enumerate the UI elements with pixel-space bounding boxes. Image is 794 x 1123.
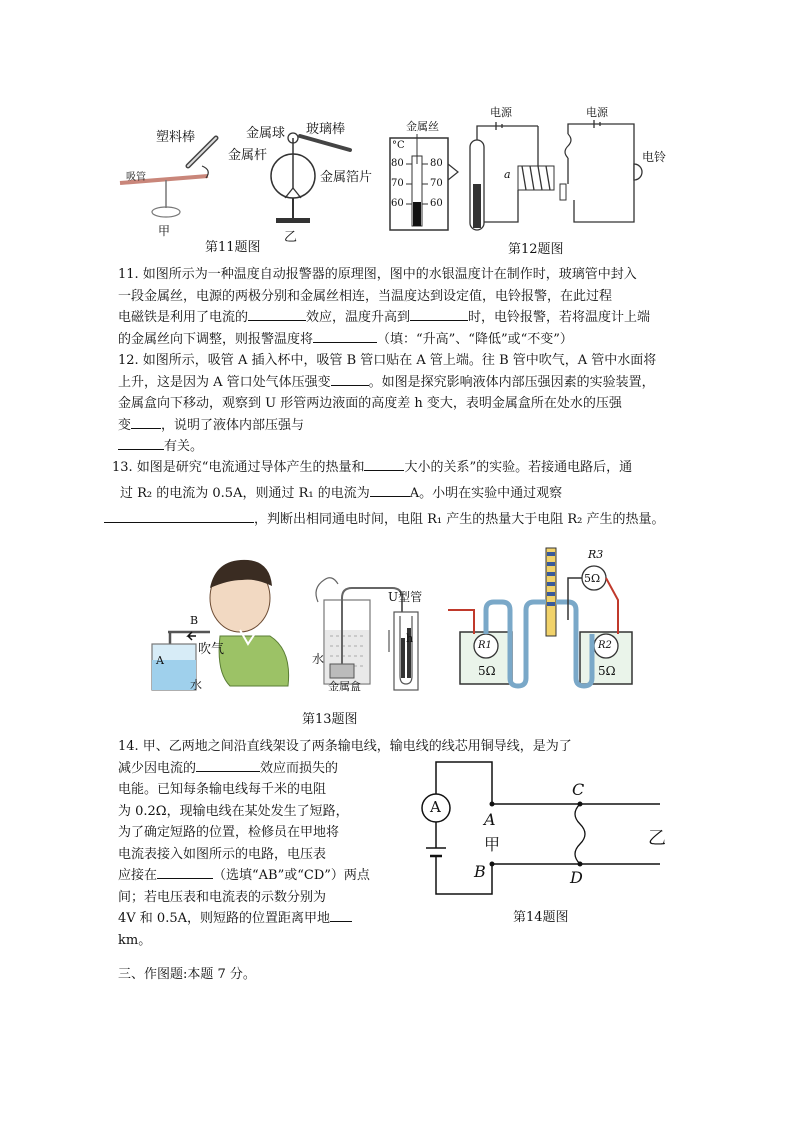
q12-line-5: 有关。 [118, 436, 688, 458]
fig14-B-label: B [474, 862, 486, 881]
fig12-bell-label: 电铃 [642, 150, 667, 164]
question-14 [118, 758, 408, 952]
q12-blank-1[interactable] [331, 372, 369, 386]
fig13-r3-label: R3 [588, 548, 604, 561]
fig13-r3-value: 5Ω [584, 572, 601, 585]
q14-blank-2[interactable] [157, 865, 213, 879]
q11-line-4: 的金属丝向下调整，则报警温度将 （填：“升高”、“降低”或“不变”） [118, 329, 688, 351]
fig12-metal-wire-label: 金属丝 [406, 120, 439, 133]
q14-line-10: km。 [118, 932, 152, 948]
q14-blank-3[interactable] [330, 908, 352, 922]
fig14-yi-label: 乙 [648, 828, 666, 849]
q14-blank-1[interactable] [196, 758, 260, 772]
fig12-t70-left: 70 [391, 178, 404, 189]
fig12-power2-label: 电源 [586, 106, 608, 119]
q13-line-2: 过 R₂ 的电流为 0.5A，则通过 R₁ 的电流为 A。小明在实验中通过观察 [112, 481, 692, 507]
fig12-t80-left: 80 [391, 158, 404, 169]
q14-line-5: 为了确定短路的位置，检修员在甲地将 [118, 825, 340, 840]
q11-blank-2[interactable] [410, 307, 468, 321]
fig11-plastic-rod-label: 塑料棒 [156, 130, 196, 145]
fig13-b-label: B [190, 614, 199, 627]
figure-12 [388, 104, 688, 240]
q11-blank-1[interactable] [248, 307, 306, 321]
fig12-a-label: a [504, 168, 511, 181]
question-12 [118, 350, 688, 458]
figure-13 [148, 540, 683, 700]
q13-blank-3[interactable] [104, 509, 254, 523]
fig14-ammeter-label: A [430, 798, 441, 816]
fig11-metal-foil-label: 金属箔片 [320, 170, 373, 185]
fig12-celsius-label: °C [392, 140, 405, 151]
q12-line-2: 上升，这是因为 A 管口处气体压强变 。如图是探究影响液体内部压强因素的实验装置， [118, 372, 688, 394]
q11-line-2: 一段金属丝，电源的两极分别和金属丝相连，当温度达到设定值，电铃报警，在此过程 [118, 288, 613, 304]
fig13-h-label: h [406, 632, 414, 645]
question-13 [112, 455, 692, 533]
q12-line-4: 变 ，说明了液体内部压强与 [118, 415, 688, 437]
fig13-metal-box-label: 金属盒 [328, 680, 361, 693]
fig13-r1-label: R1 [478, 640, 492, 651]
q12-blank-2[interactable] [131, 415, 161, 429]
section-3-heading: 三、作图题:本题 7 分。 [118, 967, 256, 982]
figure-12-caption: 第12题图 [508, 242, 564, 257]
q14-line-4: 为 0.2Ω，现输电线在某处发生了短路， [118, 803, 349, 819]
fig13-a-label: A [156, 654, 164, 667]
fig11-metal-rod-label: 金属杆 [228, 148, 268, 163]
question-11 [118, 264, 688, 350]
q12-line-1: 12. 如图所示，吸管 A 插入杯中，吸管 B 管口贴在 A 管上端。往 B 管中吹气，A 管中水面将 [118, 353, 657, 368]
fig12-t80-right: 80 [430, 158, 443, 169]
figure-14-caption: 第14题图 [513, 910, 569, 925]
q14-line-1: 14. 甲、乙两地之间沿直线架设了两条输电线，输电线的线芯用铜导线，是为了 [118, 739, 572, 754]
fig11-yi-label: 乙 [284, 230, 298, 245]
q13-line-3: ，判断出相同通电时间，电阻 R₁ 产生的热量大于电阻 R₂ 产生的热量。 [104, 507, 692, 533]
q11-line-1: 11. 如图所示为一种温度自动报警器的原理图，图中的水银温度计在制作时，玻璃管中封入 [118, 267, 637, 282]
fig14-C-label: C [572, 780, 585, 799]
fig12-t60-right: 60 [430, 198, 443, 209]
fig13-r2-label: R2 [598, 640, 612, 651]
q13-blank-1[interactable] [364, 457, 404, 471]
fig13-r1-value: 5Ω [478, 664, 496, 678]
q14-line-7: 应接在 （选填“AB”或“CD”）两点 [118, 865, 408, 887]
fig14-A-label: A [484, 810, 496, 829]
q11-blank-3[interactable] [313, 329, 377, 343]
q13-blank-2[interactable] [370, 483, 410, 497]
fig12-t70-right: 70 [430, 178, 443, 189]
figure-14 [412, 758, 682, 898]
q14-line-6: 电流表接入如图所示的电路，电压表 [118, 846, 327, 862]
fig12-t60-left: 60 [391, 198, 404, 209]
fig13-r2-value: 5Ω [598, 664, 616, 678]
fig13-u-tube-label: U型管 [388, 590, 423, 604]
q11-line-3: 电磁铁是利用了电流的 效应，温度升高到 时，电铃报警，若将温度计上端 [118, 307, 688, 329]
q14-line-2: 减少因电流的 效应而损失的 [118, 758, 408, 780]
q13-line-1: 13. 如图是研究“电流通过导体产生的热量和 大小的关系”的实验。若接通电路后，通 [112, 455, 692, 481]
q12-line-3: 金属盒向下移动，观察到 U 形管两边液面的高度差 h 变大，表明金属盒所在处水的压强 [118, 396, 622, 411]
fig12-power1-label: 电源 [490, 106, 512, 119]
fig13-blow-label: 吹气 [198, 642, 225, 657]
fig11-glass-rod-label: 玻璃棒 [306, 122, 346, 137]
fig11-metal-ball-label: 金属球 [246, 126, 286, 141]
fig14-jia-label: 甲 [484, 835, 501, 854]
question-14-intro [118, 736, 688, 758]
fig11-jia-label: 甲 [158, 224, 171, 238]
figure-14-drawing [412, 758, 682, 898]
q14-line-9: 4V 和 0.5A，则短路的位置距离甲地 [118, 908, 408, 930]
q14-line-3: 电能。已知每条输电线每千米的电阻 [118, 782, 327, 797]
fig11-straw-label: 吸管 [126, 172, 146, 183]
fig13-water2-label: 水 [312, 652, 325, 666]
q14-line-8: 间；若电压表和电流表的示数分别为 [118, 889, 327, 905]
q12-blank-3[interactable] [118, 436, 164, 450]
figure-11 [118, 108, 388, 248]
figure-13-caption: 第13题图 [302, 712, 358, 727]
fig14-D-label: D [570, 868, 583, 887]
fig13-water1-label: 水 [190, 678, 203, 692]
figure-11-caption: 第11题图 [205, 240, 261, 255]
